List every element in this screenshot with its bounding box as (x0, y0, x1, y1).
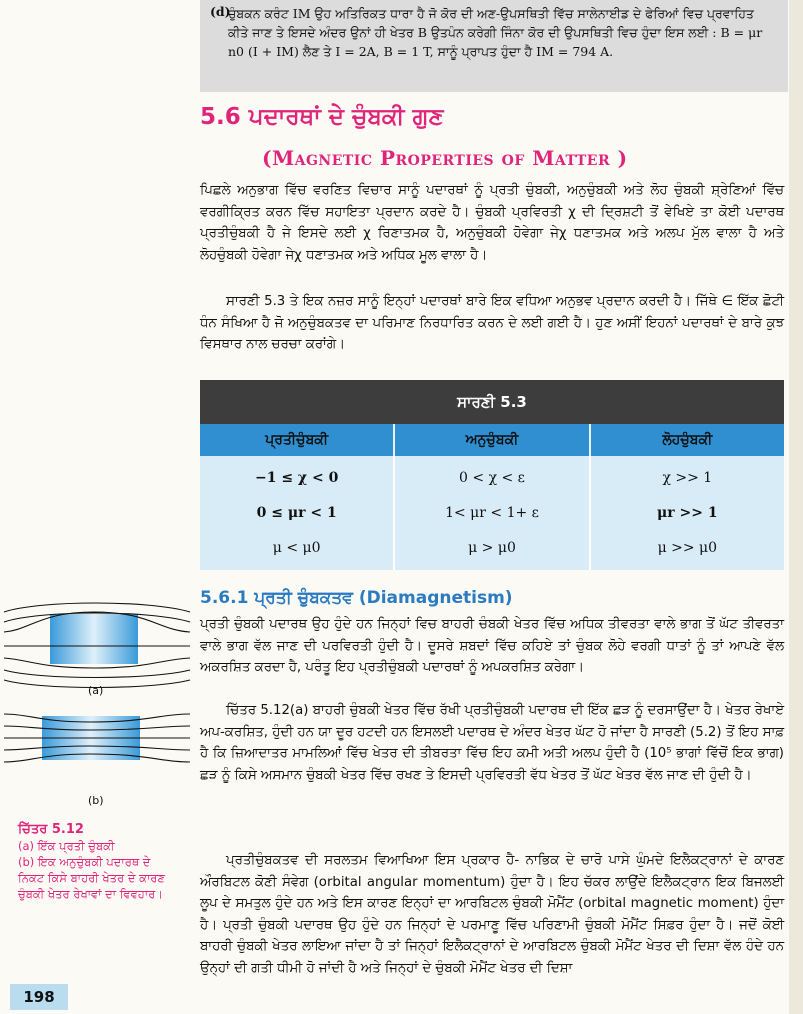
page-edge-strip (789, 0, 803, 1014)
paragraph-explanation: ਪ੍ਰਤੀਚੁੰਬਕਤਵ ਦੀ ਸਰਲਤਮ ਵਿਆਖਿਆ ਇਸ ਪ੍ਰਕਾਰ ਹੈ- ਨਾਭਿਕ ਦੇ ਚਾਰੋ ਪਾਸੇ ਘੁੰਮਦੇ ਇਲੈਕਟ੍ਰਾਨਾਂ ਦੇ ਕਾਰਣ ਔਰਬਿਟਲ ਕੋਣੀ ਸੰਵੇਗ (orbital angular momentum) ਹੁੰਦਾ ਹੈ। ਇਹ ਚੱਕਰ ਲਾਉਂਦੇ ਇਲੈਕਟ੍ਰਾਨ ਇਕ ਬਿਜਲਈ ਲੂਪ ਦੇ ਸਮਤੁਲ ਹੁੰਦੇ ਹਨ ਅਤੇ ਇਸ ਕਾਰਣ ਇਨ੍ਹਾਂ ਦਾ ਆਰਬਿਟਲ ਚੁੰਬਕੀ ਮੋਮੈਂਟ (orbital magnetic moment) ਹੁੰਦਾ ਹੈ। ਪ੍ਰਤੀ ਚੁੰਬਕੀ ਪਦਾਰਥ ਉਹ ਹੁੰਦੇ ਹਨ ਜਿਨ੍ਹਾਂ ਦੇ ਪਰਮਾਣੂ ਵਿੱਚ ਪਰਿਣਾਮੀ ਚੁੰਬਕੀ ਮੋਮੈਂਟ ਸਿਫ਼ਰ ਹੁੰਦਾ ਹੈ। ਜਦੋਂ ਕੋਈ ਬਾਹਰੀ ਚੁੰਬਕੀ ਖੇਤਰ ਲਾਇਆ ਜਾਂਦਾ ਹੈ ਤਾਂ ਜਿਨ੍ਹਾਂ ਇਲੈਕਟ੍ਰਾਨਾਂ ਦੇ ਆਰਬਿਟਲ ਚੁੰਬਕੀ ਮੋਮੈਂਟ ਖੇਤਰ ਦੀ ਦਿਸ਼ਾ ਵੱਲ ਹੰਦੇ ਹਨ ਉਨ੍ਹਾਂ ਦੀ ਗਤੀ ਧੀਮੀ ਹੋ ਜਾਂਦੀ ਹੈ ਅਤੇ ਜਿਨ੍ਹਾਂ ਦੇ ਚੁੰਬਕੀ ਮੋਮੈਂਟ ਖੇਤਰ ਦੀ ਦਿਸ਼ਾ (200, 853, 784, 976)
table-cell: −1 ≤ χ < 0 (254, 469, 339, 486)
figure-caption-title: ਚਿੱਤਰ 5.12 (18, 822, 84, 837)
table-cell: 1< μr < 1+ ε (445, 504, 539, 521)
example-part-label: (d) (210, 4, 231, 19)
table-header-paramagnetic: ਅਨੁਚੁੰਬਕੀ (395, 424, 590, 456)
figure-caption (18, 822, 178, 902)
table-column-paramagnetic (395, 456, 590, 570)
table-cell: 0 ≤ μr < 1 (256, 504, 337, 521)
paragraph-table-ref: ਸਾਰਣੀ 5.3 ਤੇ ਇਕ ਨਜ਼ਰ ਸਾਨੂੰ ਇਨ੍ਹਾਂ ਪਦਾਰਥਾਂ ਬਾਰੇ ਇਕ ਵਧਿਆ ਅਨੁਭਵ ਪ੍ਰਦਾਨ ਕਰਦੀ ਹੈ। ਜਿੱਥੇ ∈ ਇੱਕ ਛੋਟੀ ਧੰਨ ਸੰਖਿਆ ਹੈ ਜੋ ਅਨੁਚੁੰਬਕਤਵ ਦਾ ਪਰਿਮਾਣ ਨਿਰਧਾਰਿਤ ਕਰਨ ਦੇ ਲਈ ਗਈ ਹੈ। ਹੁਣ ਅਸੀਂ ਇਹਨਾਂ ਪਦਾਰਥਾਂ ਦੇ ਬਾਰੇ ਕੁਝ ਵਿਸਥਾਰ ਨਾਲ ਚਰਚਾ ਕਰਾਂਗੇ। (200, 294, 784, 352)
table-cell: μ > μ0 (468, 540, 516, 557)
paragraph-diamagnetic-def: ਪ੍ਰਤੀ ਚੁੰਬਕੀ ਪਦਾਰਥ ਉਹ ਹੁੰਦੇ ਹਨ ਜਿਨ੍ਹਾਂ ਵਿਚ ਬਾਹਰੀ ਚੰਬਕੀ ਖੇਤਰ ਵਿੱਚ ਅਧਿਕ ਤੀਵਰਤਾ ਵਾਲੇ ਭਾਗ ਤੋਂ ਘੱਟ ਤੀਵਰਤਾ ਵਾਲੇ ਭਾਗ ਵੱਲ ਜਾਣ ਦੀ ਪਰਵਿਰਤੀ ਹੁੰਦੀ ਹੈ। ਦੂਸਰੇ ਸ਼ਬਦਾਂ ਵਿੱਚ ਕਹਿਏ ਤਾਂ ਚੁੰਬਕ ਲੋਹੇ ਵਰਗੀ ਧਾਤਾਂ ਨੂੰ ਤਾਂ ਆਪਣੇ ਵੱਲ ਅਕਰਸ਼ਿਤ ਕਰਦਾ ਹੈ, ਪਰੰਤੂ ਇਹ ਪ੍ਰਤੀਚੁੰਬਕੀ ਪਦਾਰਥਾਂ ਨੂੰ ਅਪਕਰਸ਼ਿਤ ਕਰੇਗਾ। (200, 617, 784, 675)
subsection-heading: 5.6.1 ਪ੍ਰਤੀ ਚੁੰਬਕਤਵ (Diamagnetism) (200, 588, 513, 608)
table-header-diamagnetic: ਪ੍ਰਤੀਚੁੰਬਕੀ (200, 424, 395, 456)
table-cell: μ < μ0 (272, 540, 321, 557)
table-cell: 0 < χ < ε (459, 469, 525, 486)
paragraph-intro: ਪਿਛਲੇ ਅਨੁਭਾਗ ਵਿੱਚ ਵਰਣਿਤ ਵਿਚਾਰ ਸਾਨੂੰ ਪਦਾਰਥਾਂ ਨੂੰ ਪ੍ਰਤੀ ਚੁੰਬਕੀ, ਅਨੁਚੁੰਬਕੀ ਅਤੇ ਲੋਹ ਚੁੰਬਕੀ ਸ਼੍ਰੇਣਿਆਂ ਵਿੱਚ ਵਰਗੀਕ੍ਰਿਤ ਕਰਨ ਵਿੱਚ ਸਹਾਇਤਾ ਪ੍ਰਦਾਨ ਕਰਦੇ ਹੈ। ਚੁੰਬਕੀ ਪ੍ਰਵਿਰਤੀ χ ਦੀ ਦ੍ਰਿਸ਼ਟੀ ਤੋਂ ਵੇਖਿਏ ਤਾ ਕੋਈ ਪਦਾਰਥ ਪ੍ਰਤੀਚੁੰਬਕੀ ਹੈ ਜੇ ਇਸਦੇ ਲਈ χ ਰਿਣਾਤਮਕ ਹੈ, ਅਨੁਚੁੰਬਕੀ ਹੋਵੇਗਾ ਜੇχ ਧਣਾਤਮਕ ਅਤੇ ਅਲਪ ਮੁੱਲ ਵਾਲਾ ਹੈ ਅਤੇ ਲੋਹਚੁੰਬਕੀ ਹੋਵੇਗਾ ਜੇχ ਧਣਾਤਮਕ ਅਤੇ ਅਧਿਕ ਮੂਲ ਵਾਲਾ ਹੈ। (200, 183, 784, 263)
figure-label-a: (a) (88, 684, 104, 697)
table-cell: μr >> 1 (657, 504, 718, 521)
section-heading: 5.6 ਪਦਾਰਥਾਂ ਦੇ ਚੁੰਬਕੀ ਗੁਣ (200, 104, 444, 130)
figure-label-b: (b) (88, 794, 104, 807)
figure-caption-b: (b) ਇਕ ਅਨੁਚੁੰਬਕੀ ਪਦਾਰਥ ਦੇ ਨਿਕਟ ਕਿਸੇ ਬਾਹਰੀ ਖੇਤਰ ਦੇ ਕਾਰਣ ਚੁੰਬਕੀ ਖੇਤਰ ਰੇਖਾਵਾਂ ਦਾ ਵਿਵਹਾਰ। (18, 855, 165, 901)
table-caption: ਸਾਰਣੀ 5.3 (200, 380, 784, 424)
example-solution-text: ਚੁੰਬਕਨ ਕਰੰਟ IM ਉਹ ਅਤਿਰਿਕਤ ਧਾਰਾ ਹੈ ਜੋ ਕੋਰ ਦੀ ਅਣ-ਉਪਸਥਿਤੀ ਵਿੱਚ ਸਾਲੇਨਾਈਡ ਦੇ ਫੇਰਿਆਂ ਵਿਚ ਪ੍ਰਵਾਹਿਤ ਕੀਤੇ ਜਾਣ ਤੇ ਇਸਦੇ ਅੰਦਰ ਉਨਾਂ ਹੀ ਖੇਤਰ B ਉਤਪੰਨ ਕਰੇਗੀ ਜਿੰਨਾ ਕੋਰ ਦੀ ਉਪਸਥਿਤੀ ਵਿਚ ਹੁੰਦਾ ਇਸ ਲਈ : B = μr n0 (I + IM) ਲੈਣ ਤੇ I = 2A, B = 1 T, ਸਾਨੂੰ ਪ੍ਰਾਪਤ ਹੁੰਦਾ ਹੈ IM = 794 A. (228, 6, 763, 59)
table-column-ferromagnetic (591, 456, 784, 570)
diamagnetic-bar (50, 614, 138, 664)
field-lines-diagram (0, 600, 195, 810)
table-header-row (200, 424, 784, 456)
table-cell: χ >> 1 (662, 469, 713, 486)
paragraph-figure-ref: ਚਿੱਤਰ 5.12(a) ਬਾਹਰੀ ਚੁੰਬਕੀ ਖੇਤਰ ਵਿੱਚ ਰੱਖੀ ਪ੍ਰਤੀਚੁੰਬਕੀ ਪਦਾਰਥ ਦੀ ਇੱਕ ਛੜ ਨੂੰ ਦਰਸਾਉਂਦਾ ਹੈ। ਖੇਤਰ ਰੇਖਾਏ ਅਪ-ਕਰਸ਼ਿਤ, ਹੁੰਦੀ ਹਨ ਯਾ ਦੂਰ ਹਟਦੀ ਹਨ ਇਸਲਈ ਪਦਾਰਥ ਦੇ ਅੰਦਰ ਖੇਤਰ ਘੱਟ ਹੋ ਜਾਂਦਾ ਹੈ ਸਾਰਣੀ (5.2) ਤੋਂ ਇਹ ਸਾਫ਼ ਹੈ ਕਿ ਜ਼ਿਆਦਾਤਰ ਮਾਮਲਿਆਂ ਵਿੱਚ ਖੇਤਰ ਦੀ ਤੀਬਰਤਾ ਵਿੱਚ ਇਹ ਕਮੀ ਅਤੀ ਅਲਪ ਹੁੰਦੀ ਹੈ (10⁵ ਭਾਗਾਂ ਵਿੱਚੋਂ ਇਕ ਭਾਗ) ਛੜ ਨੂੰ ਕਿਸੇ ਅਸਮਾਨ ਚੁੰਬਕੀ ਖੇਤਰ ਵਿੱਚ ਰਖਣ ਤੇ ਇਸਦੀ ਪ੍ਰਵਿਰਤੀ ਵੱਧ ਖੇਤਰ ਤੋਂ ਘੱਟ ਖੇਤਰ ਵੱਲ ਜਾਣ ਦੀ ਹੁੰਦੀ ਹੈ। (200, 703, 784, 783)
section-english-title: (Magnetic Properties of Matter ) (262, 146, 628, 170)
table-body (200, 456, 784, 570)
table-cell: μ >> μ0 (657, 540, 718, 557)
table-5-3 (200, 380, 784, 570)
page-number: 198 (10, 984, 68, 1010)
table-column-diamagnetic (200, 456, 395, 570)
figure-caption-a: (a) ਇੱਕ ਪ੍ਰਤੀ ਚੁੰਬਕੀ (18, 839, 115, 853)
example-solution-box (200, 0, 788, 92)
table-header-ferromagnetic: ਲੋਹਚੁੰਬਕੀ (591, 424, 784, 456)
